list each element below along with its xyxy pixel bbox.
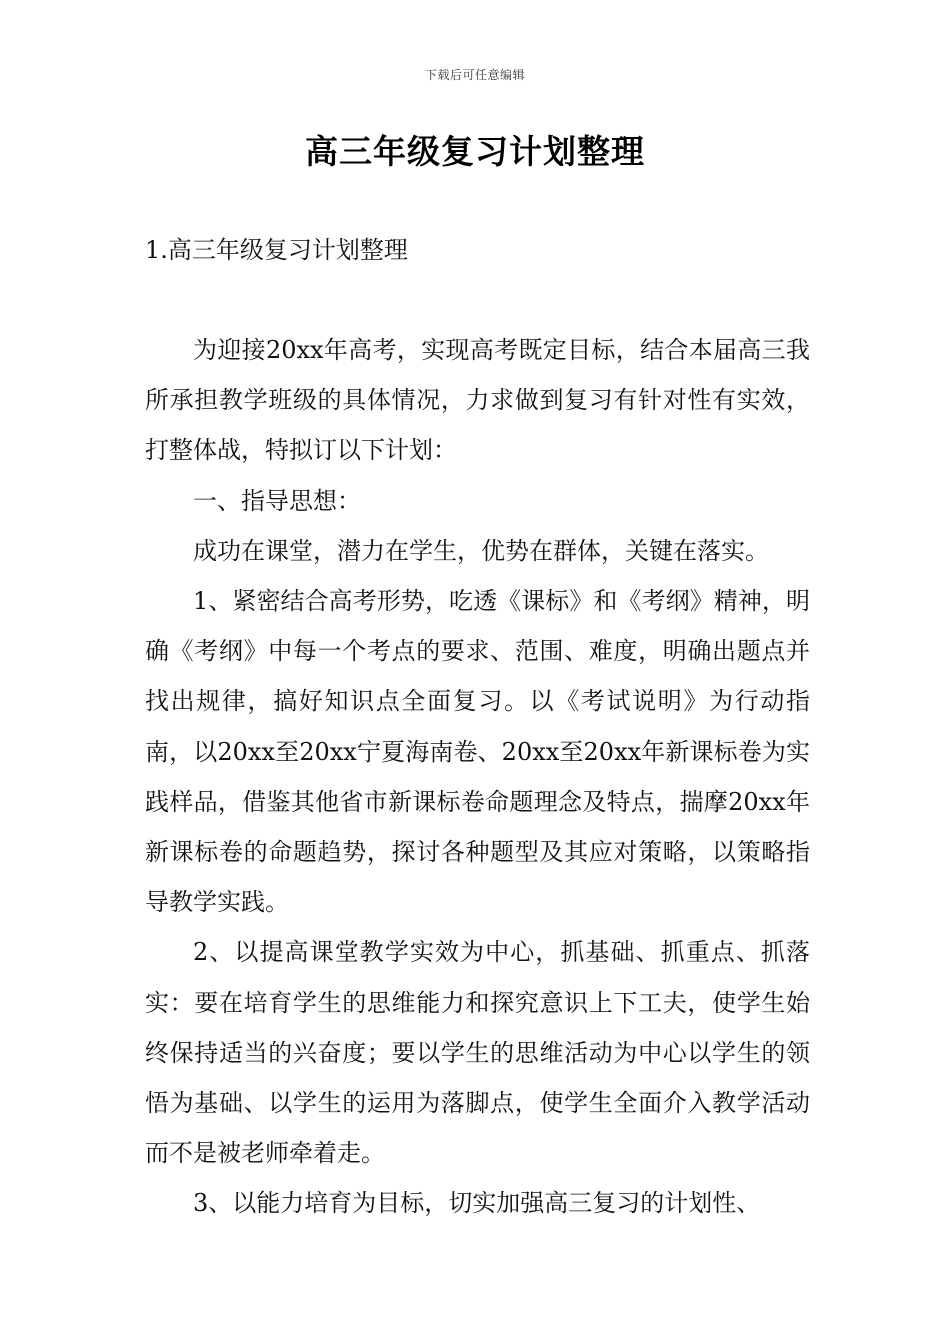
paragraph-point-2: 2、以提高课堂教学实效为中心，抓基础、抓重点、抓落实：要在培育学生的思维能力和探究意识上下工夫，使学生始终保持适当的兴奋度；要以学生的思维活动为中心以学生的领悟为基础、以学生的运用为落脚点，使学生全面介入教学活动而不是被老师牵着走。	[145, 938, 810, 1168]
paragraph-guiding-heading: 一、指导思想：	[193, 486, 361, 515]
header-note: 下载后可任意编辑	[424, 68, 525, 82]
paragraph-point-3: 3、以能力培育为目标，切实加强高三复习的计划性、	[193, 1189, 761, 1218]
section-heading: 1.高三年级复习计划整理	[145, 236, 408, 264]
paragraph-motto: 成功在课堂，潜力在学生，优势在群体，关键在落实。	[193, 536, 769, 565]
paragraph-intro: 为迎接20xx年高考，实现高考既定目标，结合本届高三我所承担教学班级的具体情况，力求做到复习有针对性有实效，打整体战，特拟订以下计划：	[145, 336, 810, 465]
document-title: 高三年级复习计划整理	[305, 132, 645, 171]
paragraph-point-1: 1、紧密结合高考形势，吃透《课标》和《考纲》精神，明确《考纲》中每一个考点的要求、范围、难度，明确出题点并找出规律，搞好知识点全面复习。以《考试说明》为行动指南，以20xx至20xx宁夏海南卷、20xx至20xx年新课标卷为实践样品，借鉴其他省市新课标卷命题理念及特点，揣摩20xx年新课标卷的命题趋势，探讨各种题型及其应对策略，以策略指导教学实践。	[145, 587, 810, 917]
document-body	[145, 325, 810, 1229]
